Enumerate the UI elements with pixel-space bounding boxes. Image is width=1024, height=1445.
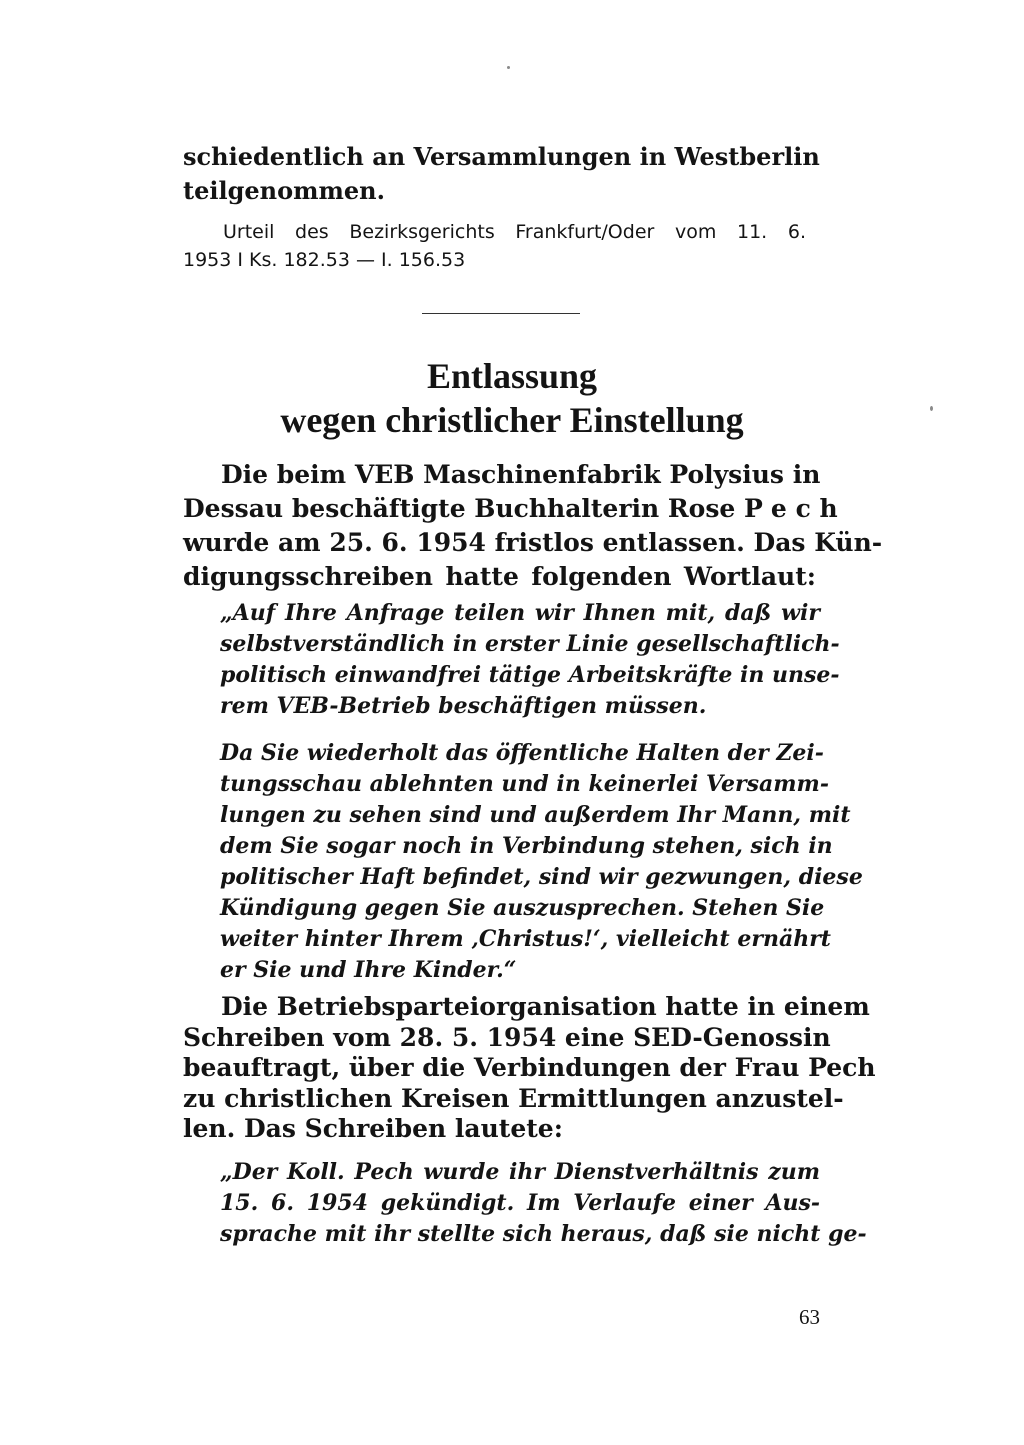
section-separator — [422, 313, 580, 314]
headline-line: Entlassung — [426, 356, 598, 396]
quote-line: politisch einwandfrei tätige Arbeitskräfte in unse- — [220, 662, 840, 688]
text-run: Dessau beschäftigte Buchhalterin Rose — [183, 494, 736, 523]
text-line: beauftragt, über die Verbindungen der Frau Pech — [183, 1053, 876, 1082]
quote-paragraph — [220, 738, 863, 986]
spaced-name: Pech — [744, 494, 847, 523]
text-line: teilgenommen. — [183, 176, 385, 205]
citation-line: 1953 I Ks. 182.53 — I. 156.53 — [183, 249, 466, 271]
quote-paragraph — [220, 598, 840, 722]
court-citation — [183, 218, 806, 274]
quote-line: dem Sie sogar noch in Verbindung stehen, sich in — [220, 833, 833, 859]
quoted-party-letter — [220, 1157, 867, 1250]
quote-line: tungsschau ablehnten und in keinerlei Versamm- — [220, 771, 829, 797]
paper-speck-right — [930, 406, 933, 411]
text-line: Schreiben vom 28. 5. 1954 eine SED-Genossin — [183, 1022, 831, 1052]
text-line: schiedentlich an Versammlungen in Westberlin — [183, 142, 820, 171]
quote-line: 15. 6. 1954 gekündigt. Im Verlaufe einer Aus- — [220, 1190, 820, 1216]
page-number: 63 — [799, 1305, 820, 1329]
text-line: wurde am 25. 6. 1954 fristlos entlassen. Das Kün- — [183, 528, 883, 557]
quoted-termination-letter — [220, 598, 863, 986]
quote-line: Da Sie wiederholt das öffentliche Halten der Zei- — [220, 740, 824, 766]
body-paragraph-2 — [183, 992, 876, 1145]
text-line: Die beim VEB Maschinenfabrik Polysius in — [221, 460, 821, 489]
quote-line: „Der Koll. Pech wurde ihr Dienstverhältnis zum — [220, 1159, 820, 1185]
text-line: digungsschreiben hatte folgenden Wortlaut: — [183, 562, 816, 591]
text-line — [183, 492, 847, 526]
quote-line: selbstverständlich in erster Linie gesellschaftlich- — [220, 631, 840, 657]
quote-line: politischer Haft befindet, sind wir gezwungen, diese — [220, 864, 863, 890]
text-line: zu christlichen Kreisen Ermittlungen anzustel- — [183, 1083, 844, 1113]
quote-line: lungen zu sehen sind und außerdem Ihr Mann, mit — [220, 802, 851, 828]
continuation-paragraph — [183, 140, 820, 208]
quote-line: er Sie und Ihre Kinder.“ — [220, 957, 517, 983]
headline-line: wegen christlicher Einstellung — [280, 400, 744, 440]
paper-speck-top — [507, 66, 510, 69]
quote-line: Kündigung gegen Sie auszusprechen. Stehen Sie — [220, 895, 825, 921]
citation-line: Urteil des Bezirksgerichts Frankfurt/Oder vom 11. 6. — [223, 221, 806, 243]
section-headline — [183, 354, 841, 442]
text-line: len. Das Schreiben lautete: — [183, 1114, 563, 1143]
text-line: Die Betriebsparteiorganisation hatte in einem — [221, 992, 870, 1021]
body-paragraph-1 — [183, 458, 883, 594]
quote-line: weiter hinter Ihrem ‚Christus!‘, vielleicht ernährt — [220, 926, 831, 952]
quote-line: rem VEB-Betrieb beschäftigen müssen. — [220, 693, 707, 719]
quote-line: sprache mit ihr stellte sich heraus, daß sie nicht ge- — [220, 1221, 867, 1247]
quote-line: „Auf Ihre Anfrage teilen wir Ihnen mit, daß wir — [220, 600, 820, 626]
